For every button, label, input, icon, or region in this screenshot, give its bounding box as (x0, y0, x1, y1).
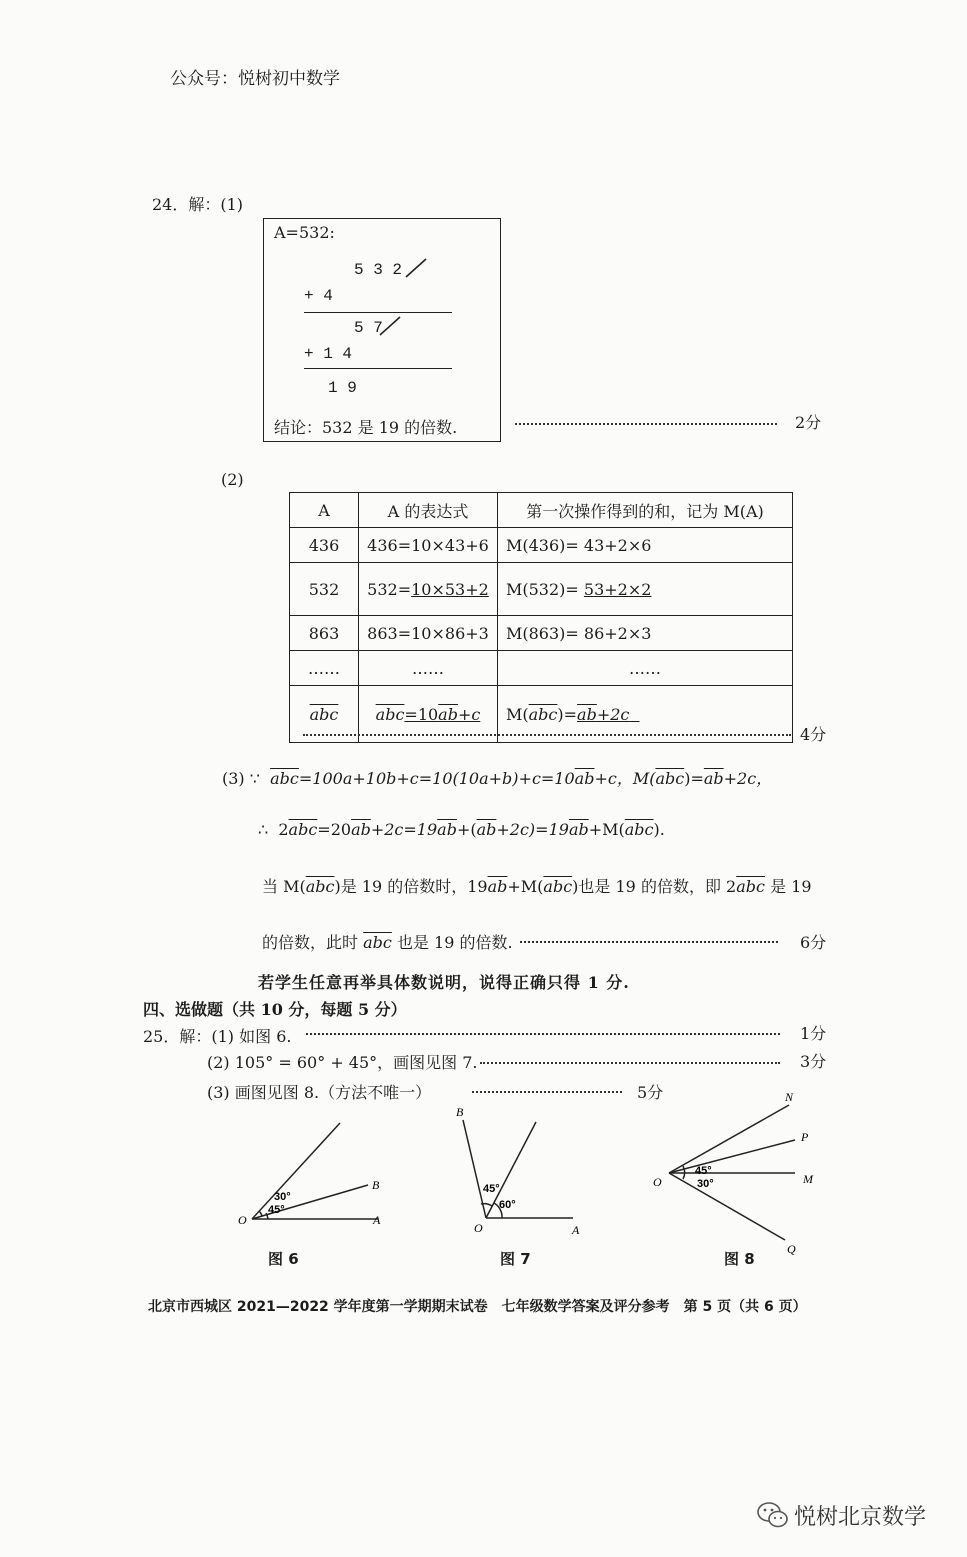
score-2: 4分 (800, 725, 827, 744)
table-row (290, 528, 793, 563)
table-cell: M(863)= 86+2×3 (498, 616, 793, 651)
ray-op (669, 1140, 795, 1173)
table-cell: 532=10×53+2 (359, 563, 498, 616)
table-cell: 863=10×86+3 (359, 616, 498, 651)
figure-8 (645, 1085, 835, 1255)
angle-45-label: 45° (268, 1204, 285, 1216)
point-b-label: B (456, 1105, 464, 1119)
q25-part-3: (3) 画图见图 8.（方法不唯一） (207, 1083, 432, 1102)
score-3: 6分 (800, 933, 827, 952)
box-row-2: + 4 (304, 287, 333, 305)
angle-arc (259, 1211, 262, 1216)
score-leader (306, 1033, 780, 1035)
angle-30-label: 30° (697, 1178, 714, 1190)
point-o-label: O (474, 1221, 483, 1235)
table-cell: …… (498, 651, 793, 686)
table-cell: $M(\overline{abc})=ab+2c$ (498, 686, 793, 743)
section-4-title: 四、选做题（共 10 分，每题 5 分） (143, 1000, 407, 1019)
table-header: 第一次操作得到的和，记为 M(A) (498, 493, 793, 528)
figure-7 (448, 1100, 598, 1240)
ray-on (669, 1105, 789, 1173)
angle-45-label: 45° (695, 1165, 712, 1177)
page-footer: 北京市西城区 2021—2022 学年度第一学期期末试卷 七年级数学答案及评分参考 第 5 页（共 6 页） (148, 1299, 807, 1315)
box-row-1: 5 3 2 (354, 261, 403, 279)
angle-30-label: 30° (274, 1191, 291, 1203)
box-conclusion: 结论：532 是 19 的倍数. (274, 418, 458, 437)
strike-mark-icon (402, 257, 430, 279)
strike-mark-icon (376, 315, 404, 337)
angle-45-label: 45° (483, 1183, 500, 1195)
table-cell: …… (290, 651, 359, 686)
table-cell: 863 (290, 616, 359, 651)
table-cell: …… (359, 651, 498, 686)
q25-part-2: (2) 105° = 60° + 45°，画图见图 7. (207, 1053, 478, 1072)
table-cell: 532 (290, 563, 359, 616)
table-header: A (290, 493, 359, 528)
box-title: A=532: (274, 223, 335, 242)
table-row (290, 616, 793, 651)
table-cell: 436=10×43+6 (359, 528, 498, 563)
score-leader (520, 941, 778, 943)
q24-title: 24．解：(1) (152, 195, 244, 214)
wechat-icon (756, 1500, 790, 1530)
part-2-label: (2) (221, 470, 244, 489)
table-header-row (290, 493, 793, 528)
part-3-line-2: ∴ $2\overline{abc}=20\overline{ab}+2c=19\overline{ab}+(\overline{ab}+2c)=19\overline{ab}+M(\overline{abc})$. (258, 820, 665, 839)
point-p-label: P (801, 1130, 809, 1144)
score-leader (472, 1091, 622, 1093)
figure-8-caption: 图 8 (724, 1250, 755, 1268)
figure-7-caption: 图 7 (500, 1250, 531, 1268)
box-row-5: 1 9 (328, 379, 357, 397)
divider (304, 312, 452, 313)
table-row (290, 651, 793, 686)
ray-oq (669, 1173, 785, 1240)
point-o-label: O (238, 1213, 247, 1227)
part-3-line-1: (3) ∵ $\overline{abc}=100a+10b+c=10(10a+b)+c=10\overline{ab}+c$，$M(\overline{abc})=\overline{ab}+2c$， (222, 769, 773, 788)
brand-name: 悦树北京数学 (794, 1505, 927, 1530)
table-header: A 的表达式 (359, 493, 498, 528)
score-1: 2分 (795, 413, 822, 432)
point-b-label: B (372, 1178, 380, 1192)
point-a-label: A (373, 1213, 381, 1227)
table-cell: M(436)= 43+2×6 (498, 528, 793, 563)
q25-score-1: 1分 (800, 1024, 827, 1043)
table-cell: $\overline{abc}$ (290, 686, 359, 743)
calculation-box (263, 218, 501, 442)
score-leader (480, 1062, 780, 1064)
q25-score-3: 5分 (637, 1083, 664, 1102)
box-row-4: + 1 4 (304, 345, 353, 363)
table-cell: $\overline{abc}=10ab+c$ (359, 686, 498, 743)
divider (304, 368, 452, 369)
figure-6 (228, 1115, 398, 1240)
operation-table (289, 492, 793, 743)
header-account: 公众号：悦树初中数学 (170, 69, 340, 89)
point-o-label: O (653, 1175, 662, 1189)
table-row (290, 563, 793, 616)
point-m-label: M (803, 1172, 813, 1186)
score-leader (303, 734, 791, 736)
point-q-label: Q (787, 1242, 796, 1255)
part-3-line-3: 当 $M(\overline{abc})$是 19 的倍数时，$19\overline{ab}+M(\overline{abc})$也是 19 的倍数，即 $2\overline{abc}$ 是 19 (262, 877, 812, 896)
angle-60-label: 60° (499, 1199, 516, 1211)
ray-oc (252, 1123, 340, 1219)
figure-6-caption: 图 6 (268, 1250, 299, 1268)
grading-note: 若学生任意再举具体数说明，说得正确只得 1 分. (258, 973, 630, 992)
point-n-label: N (785, 1090, 794, 1104)
score-leader (515, 423, 777, 425)
q25-part-1: 25．解：(1) 如图 6. (143, 1027, 292, 1046)
part-3-line-4: 的倍数，此时 $\overline{abc}$ 也是 19 的倍数. (262, 933, 513, 952)
q25-score-2: 3分 (800, 1052, 827, 1071)
table-cell: 436 (290, 528, 359, 563)
box-row-3: 5 7 (354, 319, 383, 337)
table-cell: M(532)= 53+2×2 (498, 563, 793, 616)
point-a-label: A (572, 1223, 580, 1237)
